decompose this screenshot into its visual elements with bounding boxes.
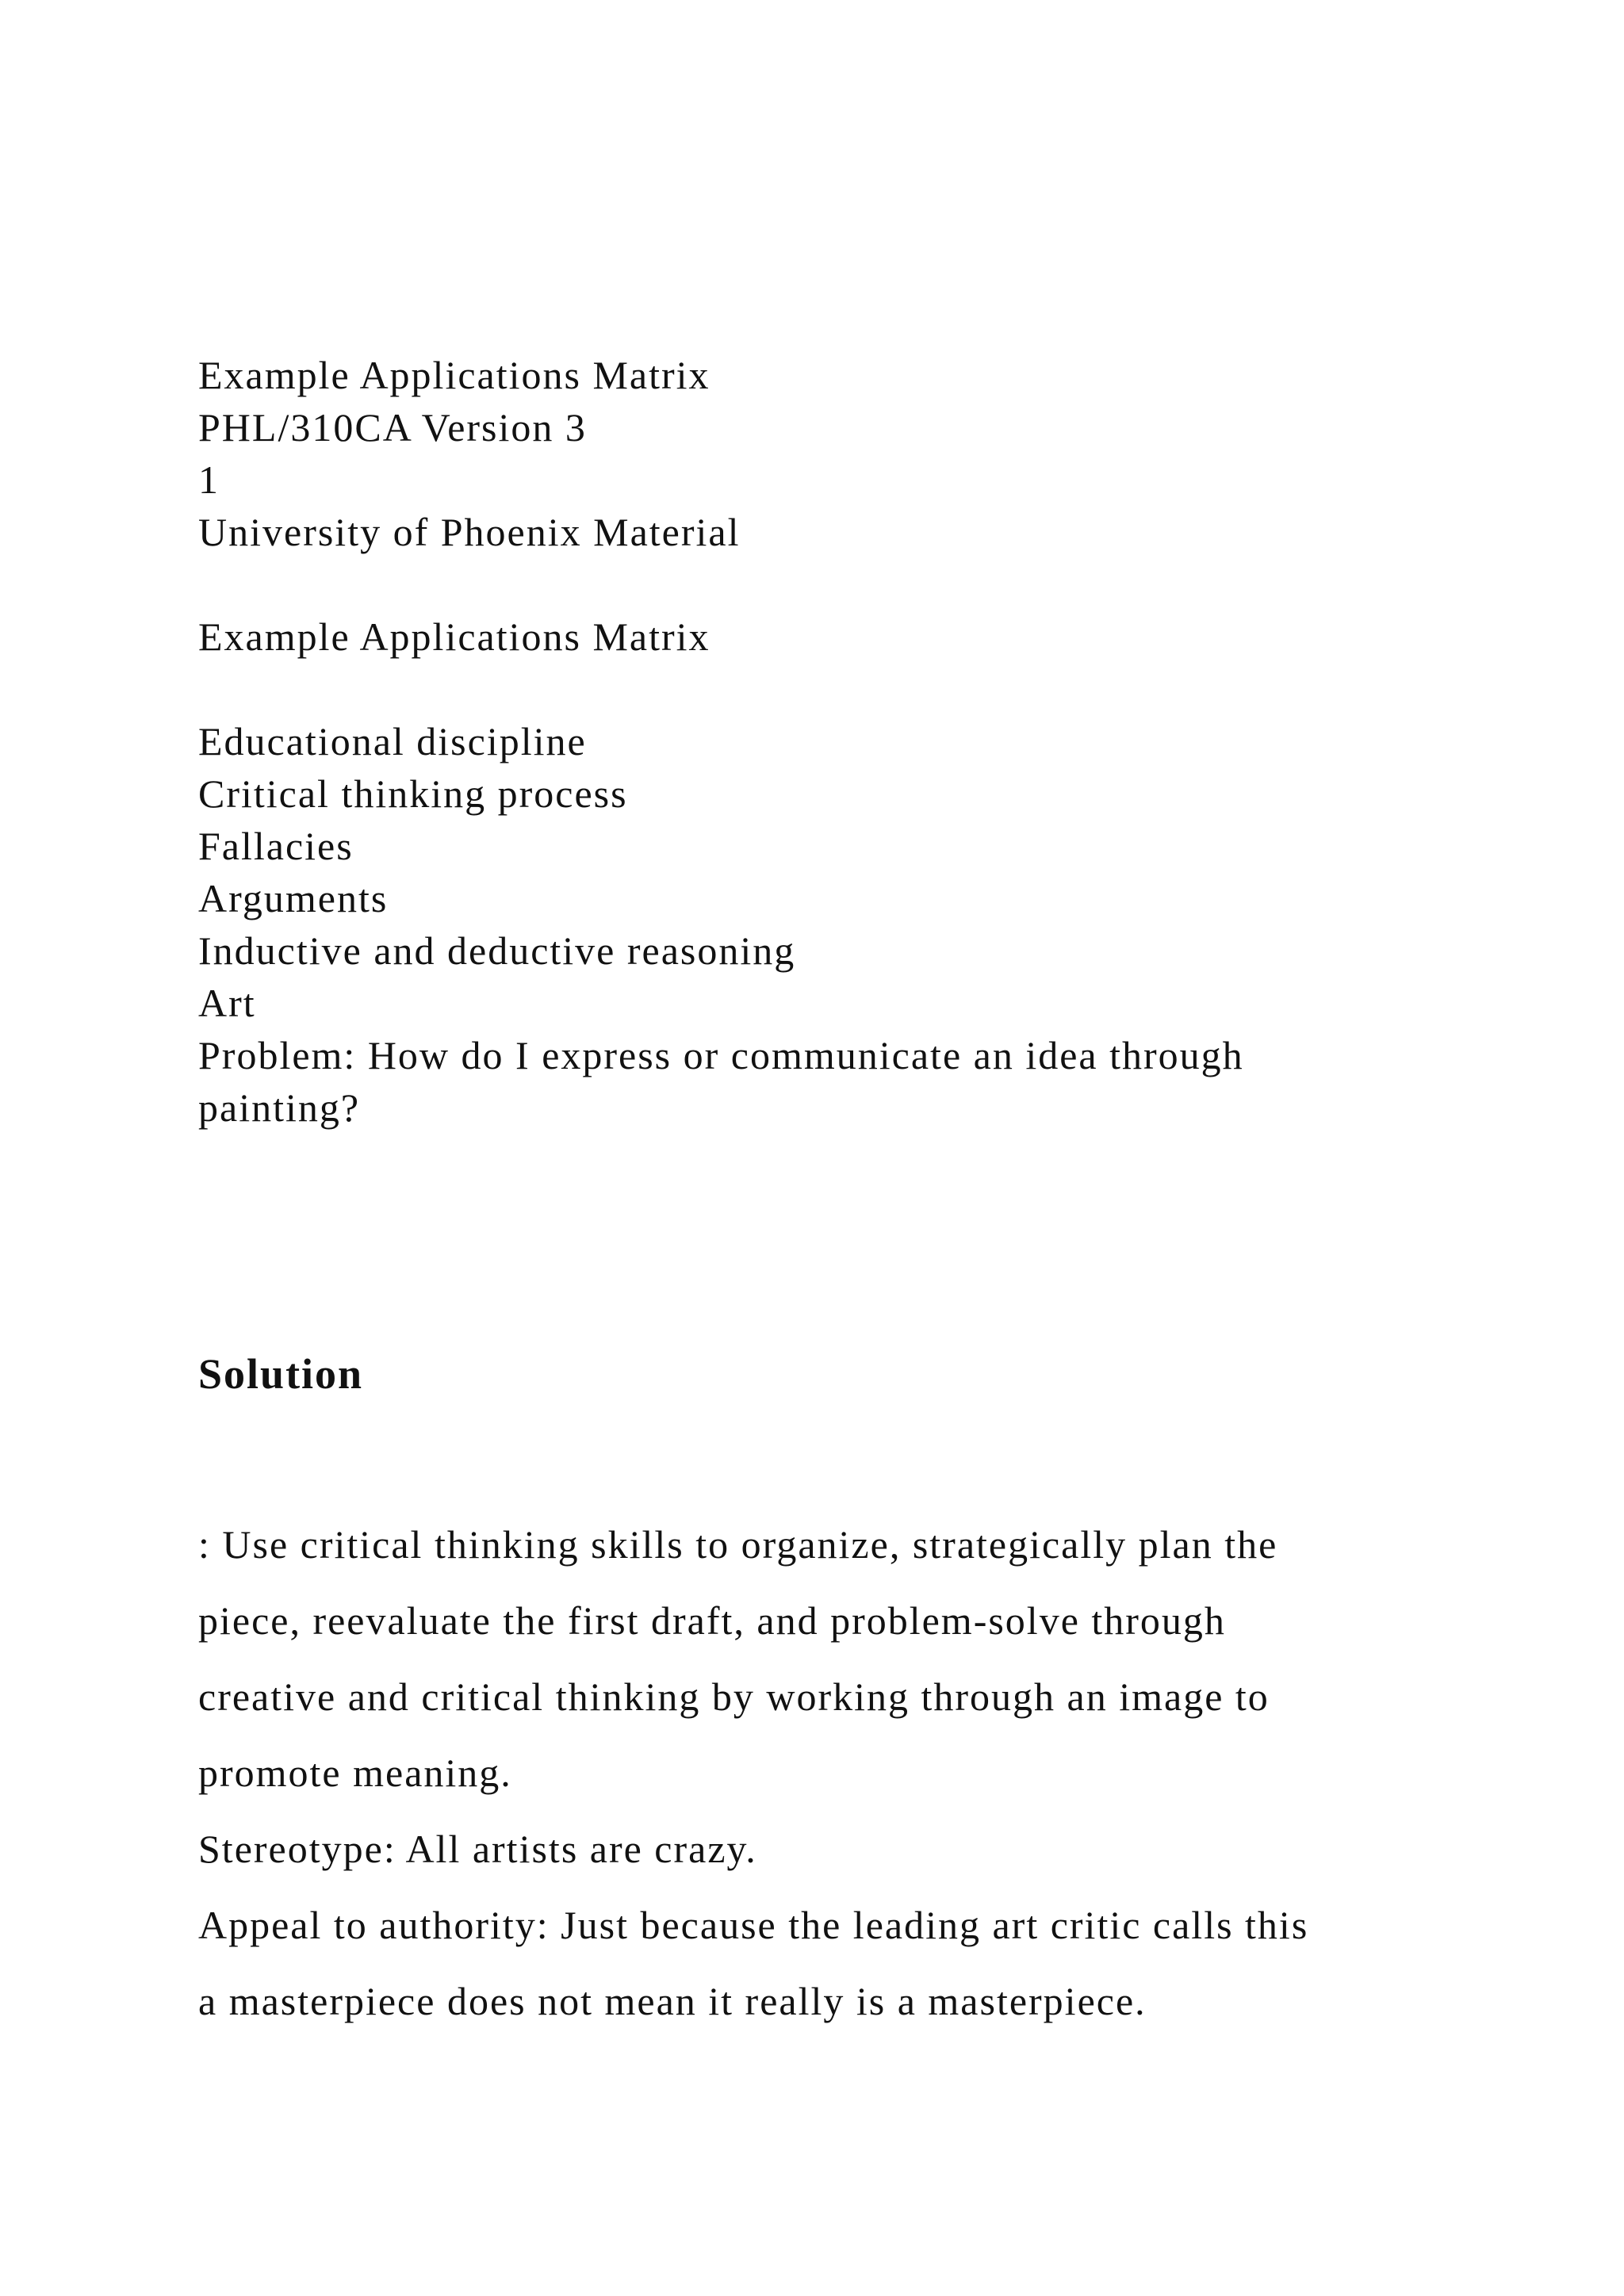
solution-line: a masterpiece does not mean it really is a masterpiece. xyxy=(198,1979,1147,2023)
matrix-title: Example Applications Matrix xyxy=(198,614,710,659)
solution-line: : Use critical thinking skills to organize, strategically plan the xyxy=(198,1522,1278,1567)
spacer xyxy=(198,663,1451,715)
solution-line: creative and critical thinking by working through an image to xyxy=(198,1674,1270,1719)
solution-line: Stereotype: All artists are crazy. xyxy=(198,1827,757,1871)
column-header: Inductive and deductive reasoning xyxy=(198,928,796,973)
document-content xyxy=(198,349,1451,1134)
document-title: Example Applications Matrix xyxy=(198,353,710,397)
course-version: PHL/310CA Version 3 xyxy=(198,405,587,450)
column-header: Arguments xyxy=(198,876,389,920)
solution-line: piece, reevaluate the first draft, and problem-solve through xyxy=(198,1598,1226,1643)
solution-line: Appeal to authority: Just because the leading art critic calls this xyxy=(198,1903,1309,1947)
solution-body xyxy=(198,1506,1467,2039)
institution-label: University of Phoenix Material xyxy=(198,510,741,554)
problem-line: painting? xyxy=(198,1085,361,1130)
problem-line: Problem: How do I express or communicate an idea through xyxy=(198,1033,1244,1077)
solution-line: promote meaning. xyxy=(198,1751,512,1795)
column-header: Fallacies xyxy=(198,824,354,868)
solution-heading: Solution xyxy=(198,1350,364,1398)
discipline-label: Art xyxy=(198,981,256,1025)
page-number: 1 xyxy=(198,457,220,502)
column-header: Educational discipline xyxy=(198,719,587,763)
column-header: Critical thinking process xyxy=(198,771,628,816)
spacer xyxy=(198,558,1451,610)
